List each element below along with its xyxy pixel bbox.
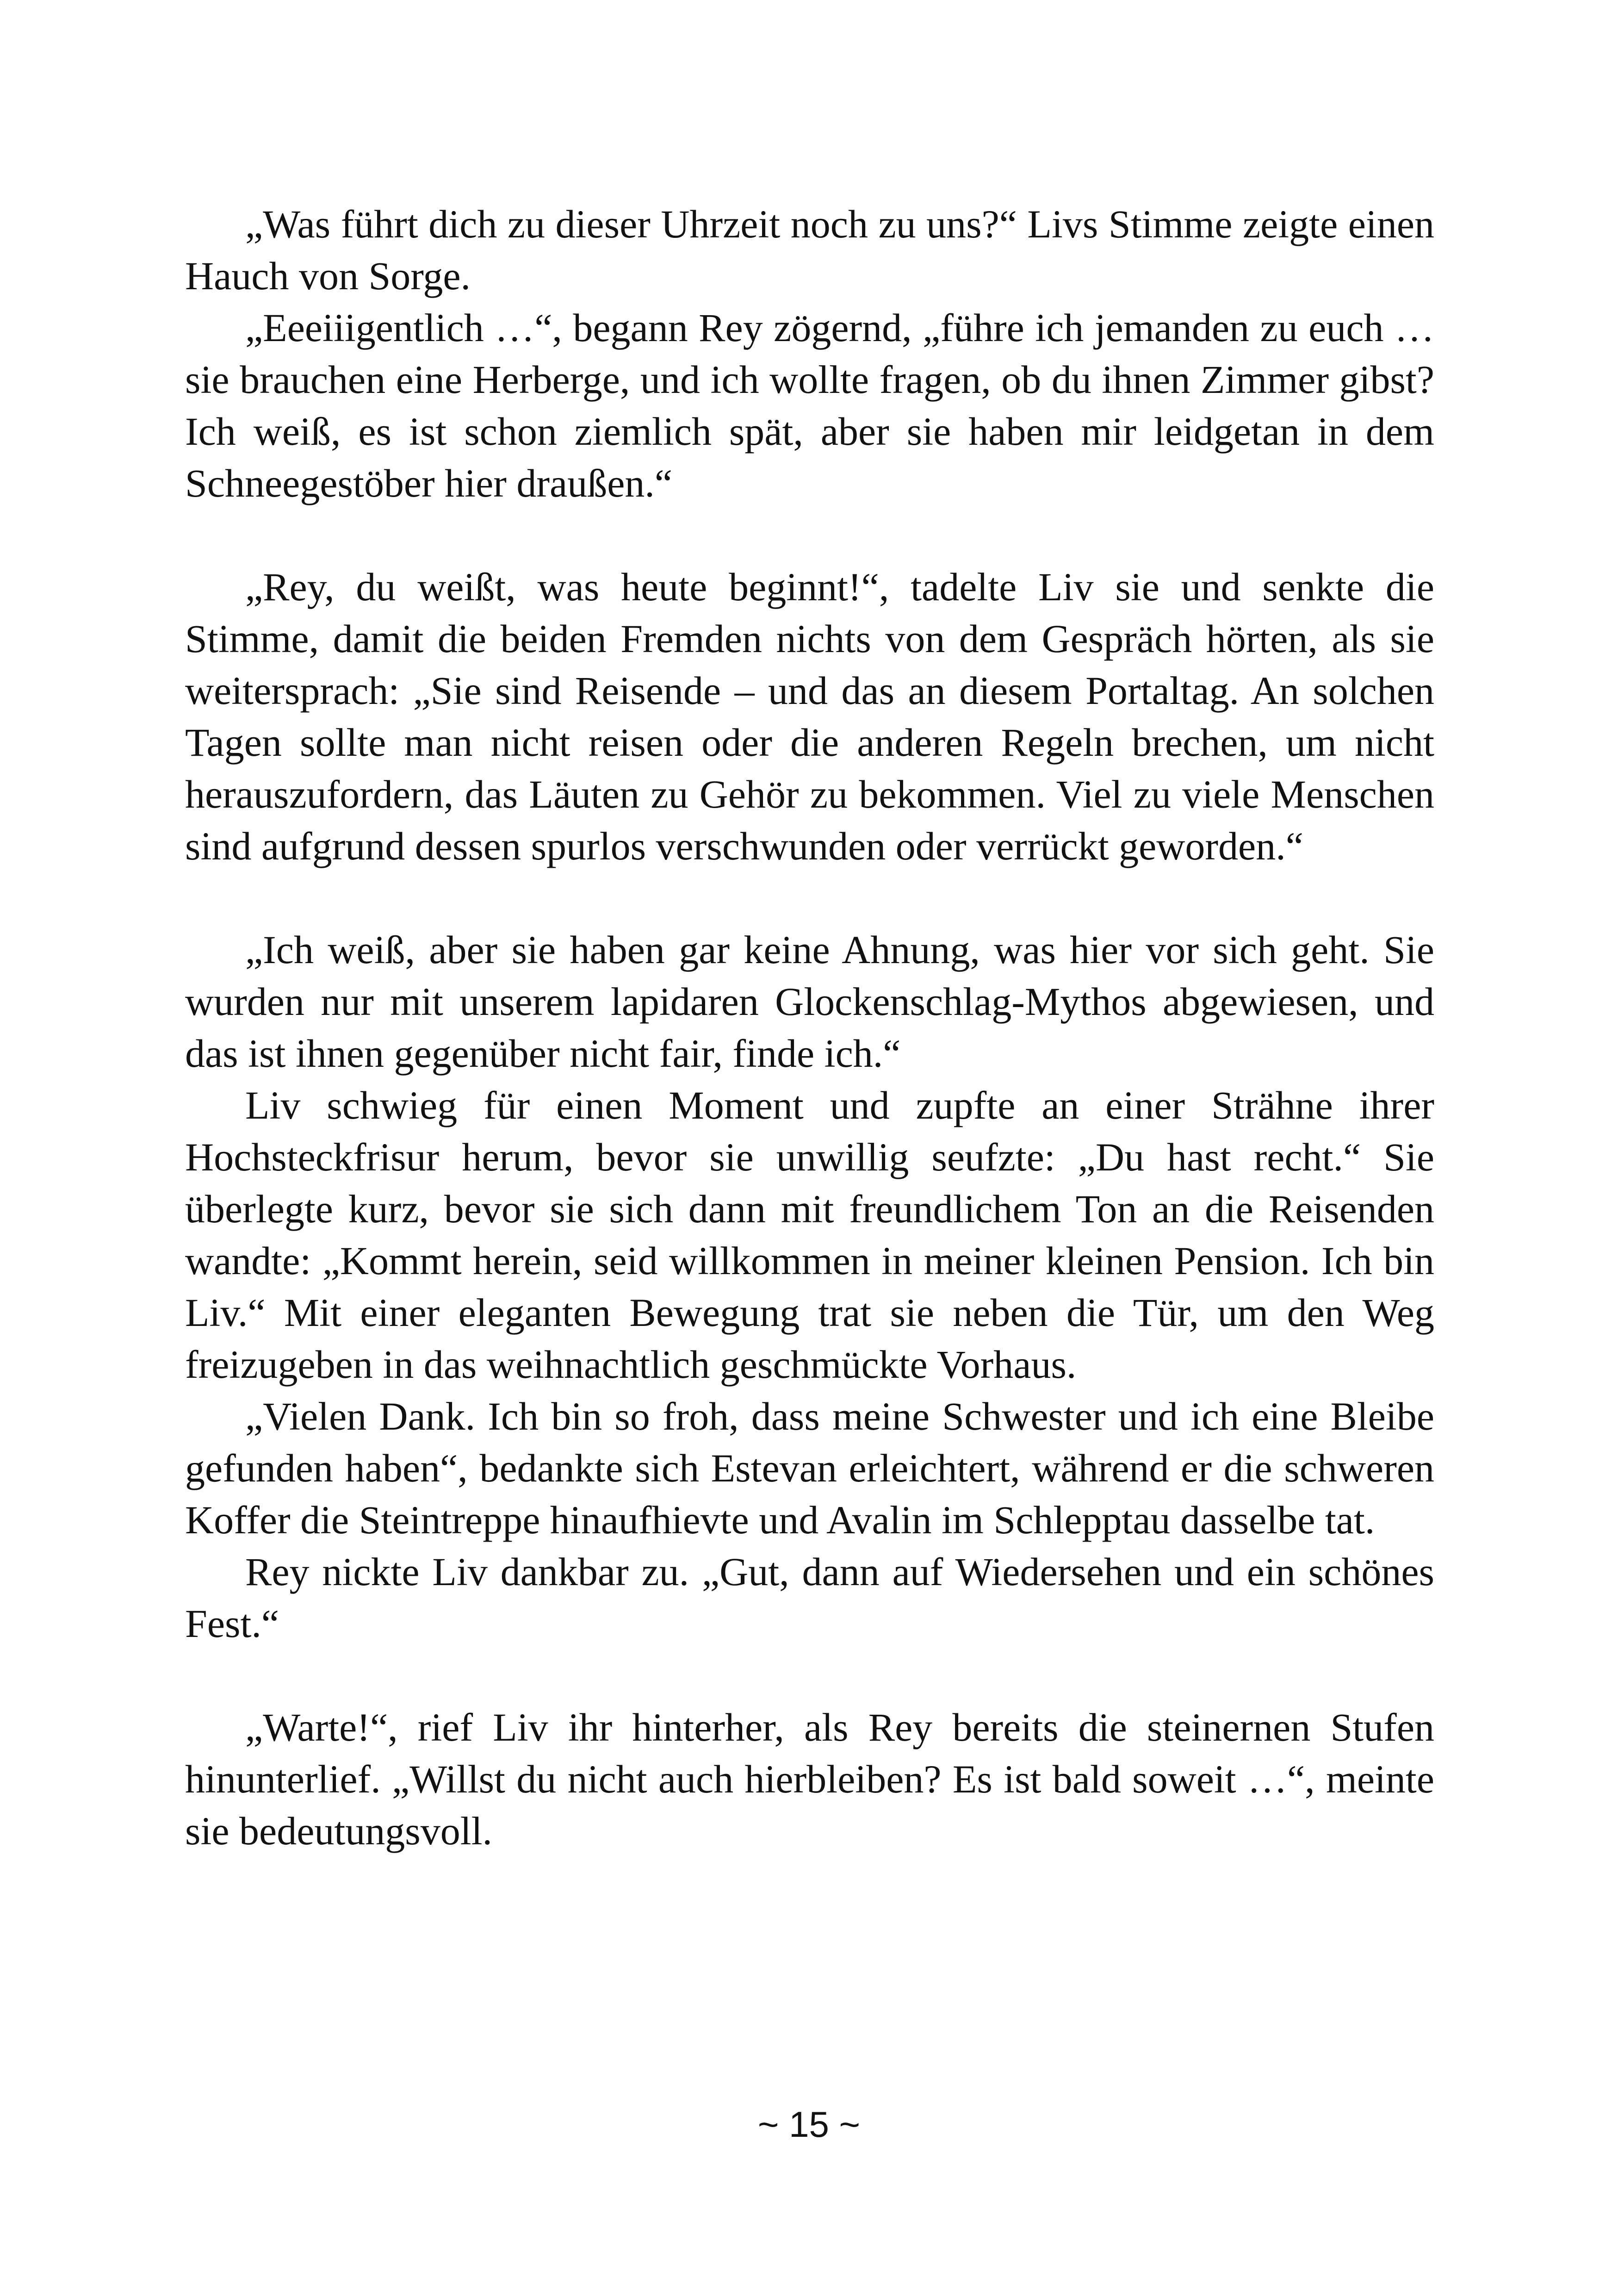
paragraph: „Was führt dich zu dieser Uhrzeit noch zu uns?“ Livs Stimme zeigte einen Hauch von Sorge. bbox=[185, 202, 1434, 298]
paragraph: Rey nickte Liv dankbar zu. „Gut, dann auf Wiedersehen und ein schönes Fest.“ bbox=[185, 1549, 1434, 1646]
body-text bbox=[185, 198, 1434, 1857]
paragraph: „Eeeiiigentlich …“, begann Rey zögernd, „führe ich jemanden zu euch … sie brauchen eine Herberge, und ich wollte fragen, ob du ihnen Zimmer gibst? Ich weiß, es ist schon ziemlich spät, aber sie haben mir leidgetan in dem Schneegestöber hier draußen.“ bbox=[185, 305, 1434, 505]
paragraph: Liv schwieg für einen Moment und zupfte an einer Strähne ihrer Hochsteckfrisur herum, bevor sie unwillig seufzte: „Du hast recht.“ Sie überlegte kurz, bevor sie sich dann mit freundlichem Ton an die Reisenden wandte: „Kommt herein, seid willkommen in meiner kleinen Pension. Ich bin Liv.“ Mit einer eleganten Bewegung trat sie neben die Tür, um den Weg freizugeben in das weihnachtlich geschmückte Vorhaus. bbox=[185, 1083, 1434, 1387]
paragraph: „Warte!“, rief Liv ihr hinterher, als Rey bereits die steinernen Stufen hinunterlief. „Willst du nicht auch hierbleiben? Es ist bald soweit …“, meinte sie bedeutungsvoll. bbox=[185, 1705, 1434, 1853]
paragraph: „Rey, du weißt, was heute beginnt!“, tadelte Liv sie und senkte die Stimme, damit die beiden Fremden nichts von dem Gespräch hörten, als sie weitersprach: „Sie sind Reisende – und das an diesem Portaltag. An solchen Tagen sollte man nicht reisen oder die anderen Regeln brechen, um nicht herauszufordern, das Läuten zu Gehör zu bekommen. Viel zu viele Menschen sind aufgrund dessen spurlos verschwunden oder verrückt geworden.“ bbox=[185, 565, 1434, 868]
paragraph: „Vielen Dank. Ich bin so froh, dass meine Schwester und ich eine Bleibe gefunden haben“, bedankte sich Estevan erleichtert, während er die schweren Koffer die Steintreppe hinaufhievte und Avalin im Schlepptau dasselbe tat. bbox=[185, 1394, 1434, 1542]
paragraph: „Ich weiß, aber sie haben gar keine Ahnung, was hier vor sich geht. Sie wurden nur mit unserem lapidaren Glockenschlag-Mythos abgewiesen, und das ist ihnen gegenüber nicht fair, finde ich.“ bbox=[185, 927, 1434, 1076]
page-number: ~ 15 ~ bbox=[757, 2104, 861, 2145]
